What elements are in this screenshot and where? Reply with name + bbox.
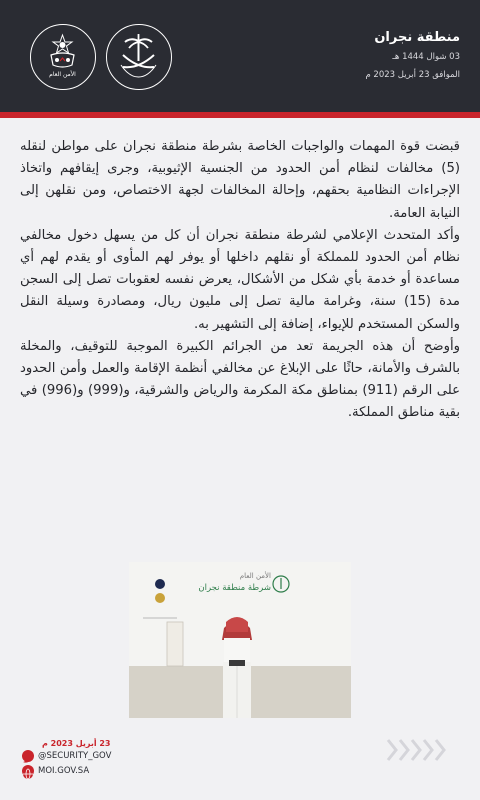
gregorian-date: الموافق 23 أبريل 2023 م <box>365 70 460 80</box>
header <box>0 0 480 112</box>
twitter-icon <box>22 750 34 762</box>
hijri-date: 03 شوال 1444 هـ <box>392 52 460 62</box>
header-accent-bar <box>0 112 480 118</box>
article-paragraph: وأوضح أن هذه الجريمة تعد من الجرائم الكبيرة الموجبة للتوقيف، والمخلة بالشرف والأمانة، حاثًا على الإبلاغ عن مخالفي أنظمة الإقامة والعمل وأمن الحدود على الرقم (911) بمناطق مكة المكرمة والرياض والشرقية، و(999) و(996) في بقية مناطق المملكة. <box>20 338 461 421</box>
chevron-pattern-icon <box>382 736 452 764</box>
footer-date: 23 أبريل 2023 م <box>42 739 111 748</box>
article-paragraph: قبضت قوة المهمات والواجبات الخاصة بشرطة منطقة نجران على مواطن لنقله (5) مخالفات لنظام أمن الحدود من الجنسية الإثيوبية، وجرى إيقافهم واتخاذ الإجراءات النظامية بحقهم، وإحالة المخالفات لجهة الاختصاص، ومن نقلهن إلى النيابة العامة. <box>20 139 460 221</box>
ministry-emblem <box>106 24 172 90</box>
news-photo <box>129 562 351 718</box>
photo-banner-line1: الأمن العام <box>239 572 271 580</box>
website-link[interactable]: MOI.GOV.SA <box>38 766 90 776</box>
article-paragraph: وأكد المتحدث الإعلامي لشرطة منطقة نجران أن كل من يسهل دخول مخالفي نظام أمن الحدود للمملكة أو نقلهم داخلها أو يوفر لهم المأوى أو يقدم لهم أي مساعدة أو خدمة بأي شكل من الأشكال، يعرض نفسه لعقوبات تصل إلى السجن مدة (15) سنة، وغرامة مالية تصل إلى مليون ريال، ومصادرة وسيلة النقل والسكن المستخدم للإيواء، إضافة إلى التشهير به. <box>20 227 461 332</box>
photo-banner-line2: شرطة منطقة نجران <box>198 583 271 593</box>
security-crest-icon <box>31 25 94 88</box>
region-title: منطقة نجران <box>374 30 460 45</box>
palm-swords-emblem-icon <box>107 25 170 88</box>
article-body <box>20 136 460 425</box>
public-security-logo <box>30 24 96 90</box>
twitter-handle-link[interactable]: @SECURITY_GOV <box>38 751 112 761</box>
globe-icon <box>22 765 34 777</box>
security-logo-text: الأمن العام <box>49 71 76 78</box>
